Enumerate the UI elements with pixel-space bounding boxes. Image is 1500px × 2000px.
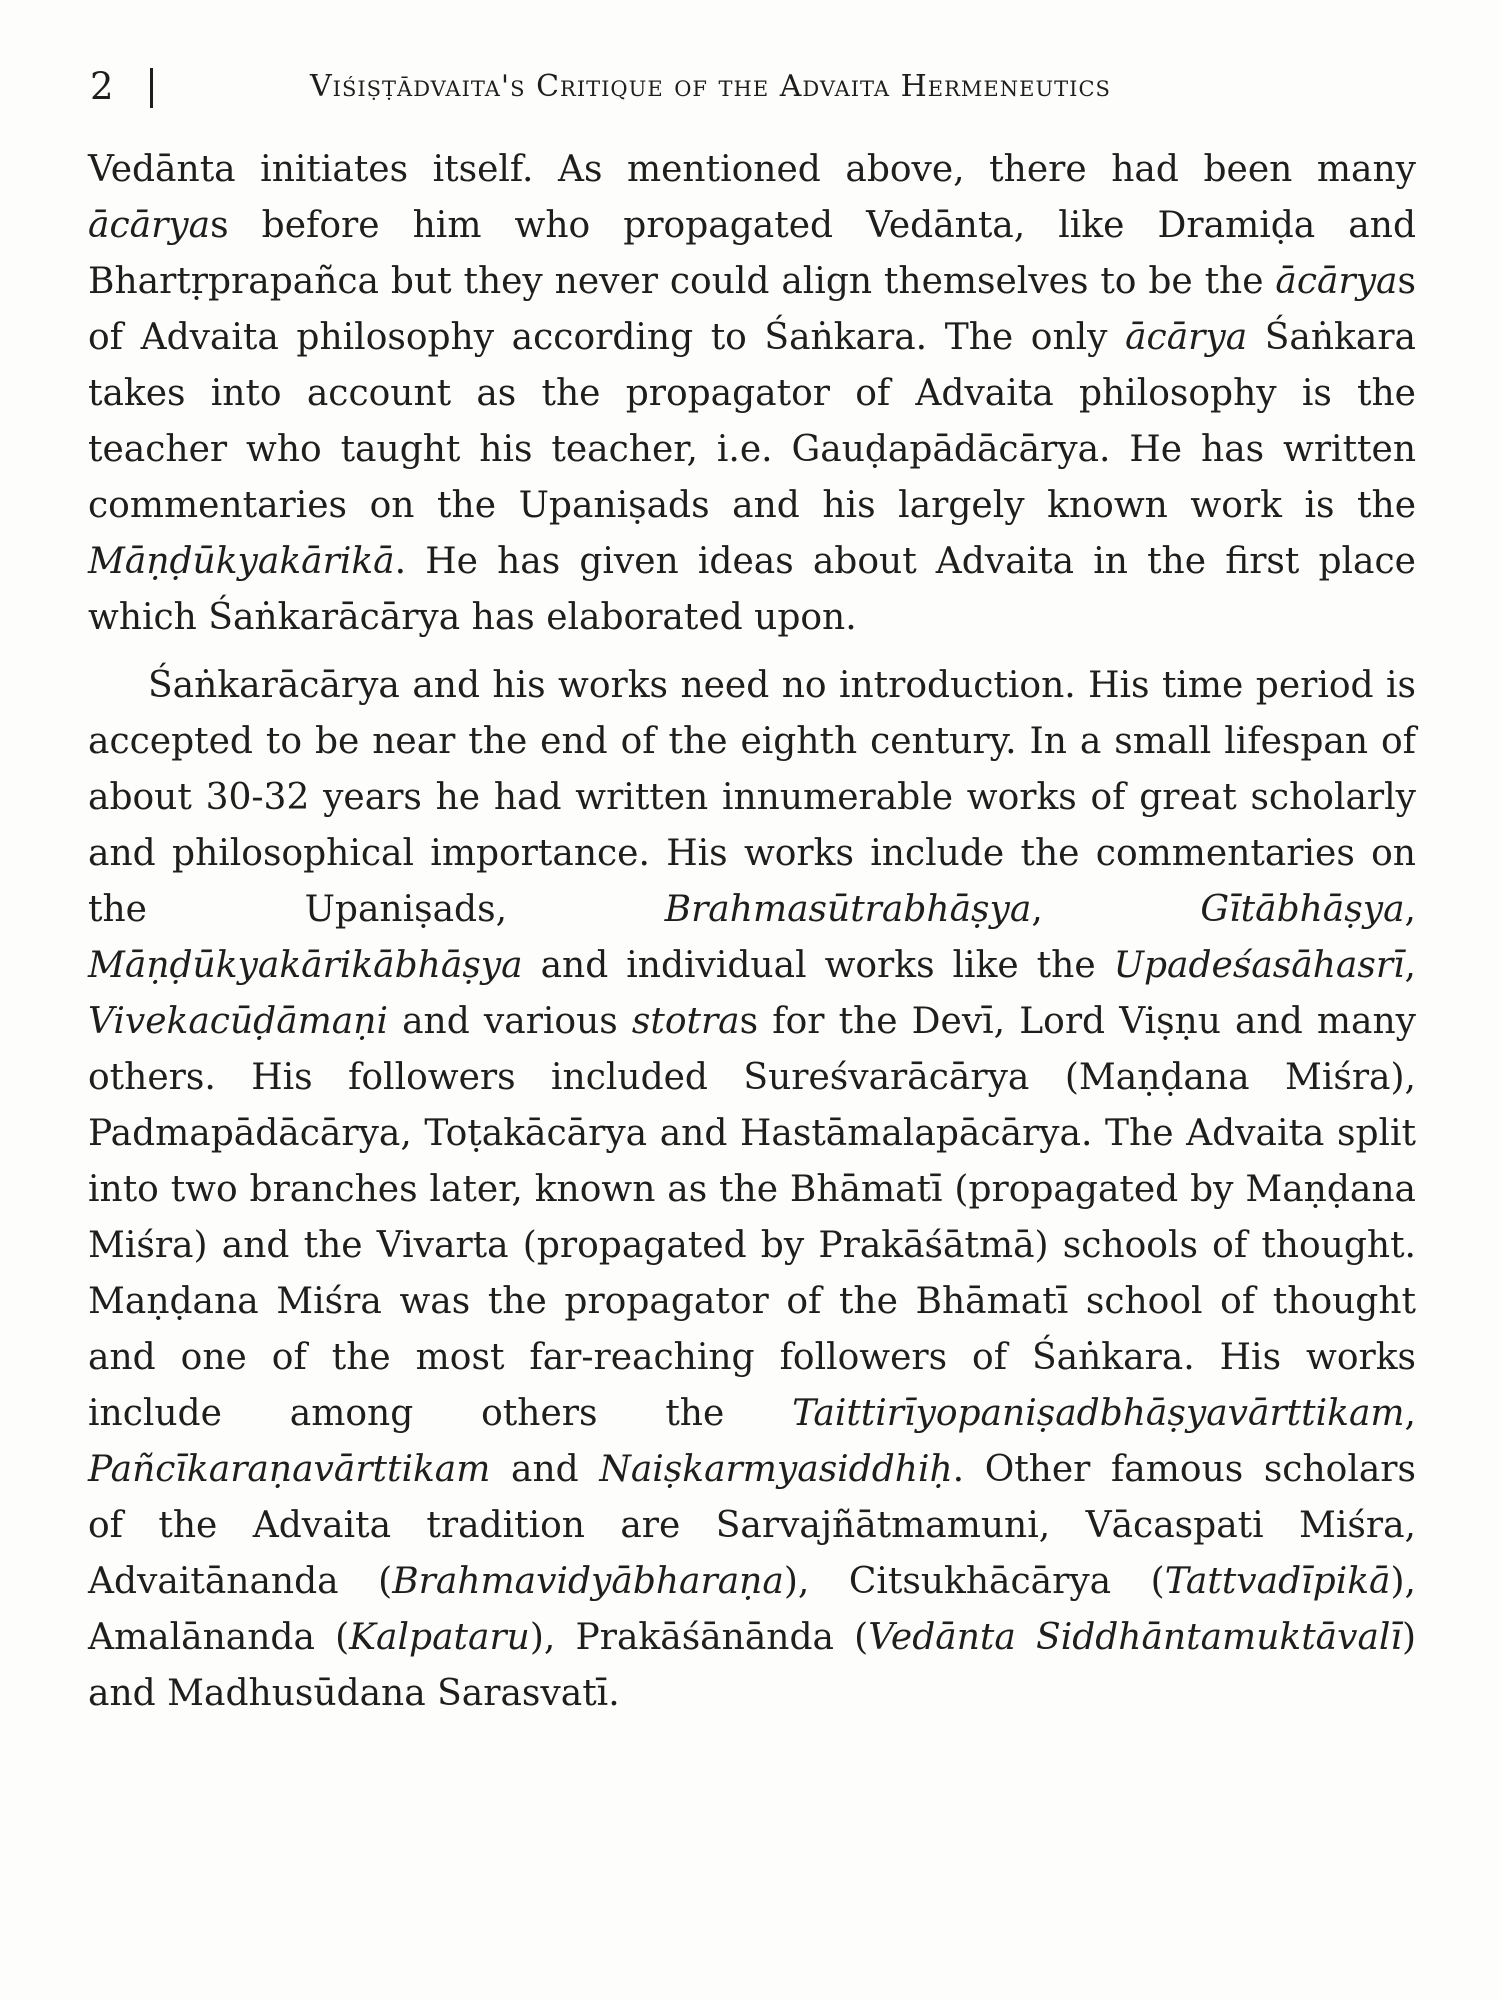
body-text [88, 142, 1416, 1734]
header-divider [150, 68, 153, 108]
text-run: Śaṅkara takes into account as the propagator of Advaita philosophy is the teacher who taught his teacher, i.e. Gauḍapādācārya. He has written commentaries on the Upaniṣads and his largely known work is the [88, 317, 1417, 526]
running-title: Viśiṣṭādvaita's Critique of the Advaita Hermeneutics [310, 69, 1111, 104]
italic-term: Taittirīyopaniṣadbhāṣyavārttikam [792, 1393, 1405, 1434]
text-run: ), Prakāśānānda ( [529, 1617, 869, 1658]
text-run: , [1404, 889, 1416, 930]
text-run: ), Citsukhācārya ( [783, 1561, 1165, 1602]
italic-term: Tattvadīpikā [1164, 1561, 1391, 1602]
paragraph-2 [88, 658, 1416, 1722]
italic-term: Vivekacūḍāmaṇi [88, 1001, 388, 1042]
text-run: . Other famous scholars of the Advaita tradition are Sarvajñātmamuni, Vācaspati Miśra, Advaitānanda ( [88, 1449, 1416, 1602]
text-run: ) and Madhusūdana Sarasvatī. [88, 1617, 1416, 1714]
text-run: s before him who propagated Vedānta, like Dramiḍa and Bhartṛprapañca but they never could align themselves to be the [88, 205, 1416, 302]
italic-term: Brahmavidyābharaṇa [392, 1561, 784, 1602]
text-run: and individual works like the [522, 945, 1114, 986]
italic-term: ācārya [1275, 261, 1398, 302]
italic-term: Māṇḍūkyakārikābhāṣya [88, 945, 523, 986]
italic-term: Upadeśasāhasrī [1113, 945, 1405, 986]
text-run: Śaṅkarācārya and his works need no introduction. His time period is accepted to be near the end of the eighth century. In a small lifespan of about 30-32 years he had written innumerable works of great scholarly and philosophical importance. His works include the commentaries on the Upaniṣads, [88, 665, 1416, 930]
text-run: , [1404, 945, 1416, 986]
italic-term: Kalpataru [349, 1617, 530, 1658]
italic-term: ācārya [1125, 317, 1248, 358]
text-run: , [1404, 1393, 1416, 1434]
page-number: 2 [90, 65, 114, 108]
text-run: Vedānta initiates itself. As mentioned above, there had been many [88, 149, 1416, 190]
italic-term: stotra [631, 1001, 740, 1042]
text-run: ), Amalānanda ( [88, 1561, 1416, 1658]
italic-term: Vedānta Siddhāntamuktāvalī [868, 1617, 1402, 1658]
text-run: and [490, 1449, 600, 1490]
italic-term: Pañcīkaraṇavārttikam [88, 1449, 491, 1490]
text-run: and various [387, 1001, 632, 1042]
italic-term: Gītābhāṣya [1200, 889, 1405, 930]
italic-term: Brahmasūtrabhāṣya [664, 889, 1032, 930]
text-run: . He has given ideas about Advaita in the first place which Śaṅkarācārya has elaborated upon. [88, 541, 1416, 638]
text-run: , [1031, 889, 1201, 930]
text-run: s for the Devī, Lord Viṣṇu and many others. His followers included Sureśvarācārya (Maṇḍana Miśra), Padmapādācārya, Toṭakācārya and Hastāmalapācārya. The Advaita split into two branches later, known as the Bhāmatī (propagated by Maṇḍana Miśra) and the Vivarta (propagated by Prakāśātmā) schools of thought. Maṇḍana Miśra was the propagator of the Bhāmatī school of thought and one of the most far-reaching followers of Śaṅkara. His works include among others the [88, 1001, 1416, 1434]
paragraph-1 [88, 142, 1416, 646]
text-run: s of Advaita philosophy according to Śaṅkara. The only [88, 261, 1416, 358]
italic-term: Māṇḍūkyakārikā [88, 541, 395, 582]
running-head [90, 62, 1415, 112]
italic-term: ācārya [88, 205, 211, 246]
italic-term: Naiṣkarmyasiddhiḥ [599, 1449, 953, 1490]
